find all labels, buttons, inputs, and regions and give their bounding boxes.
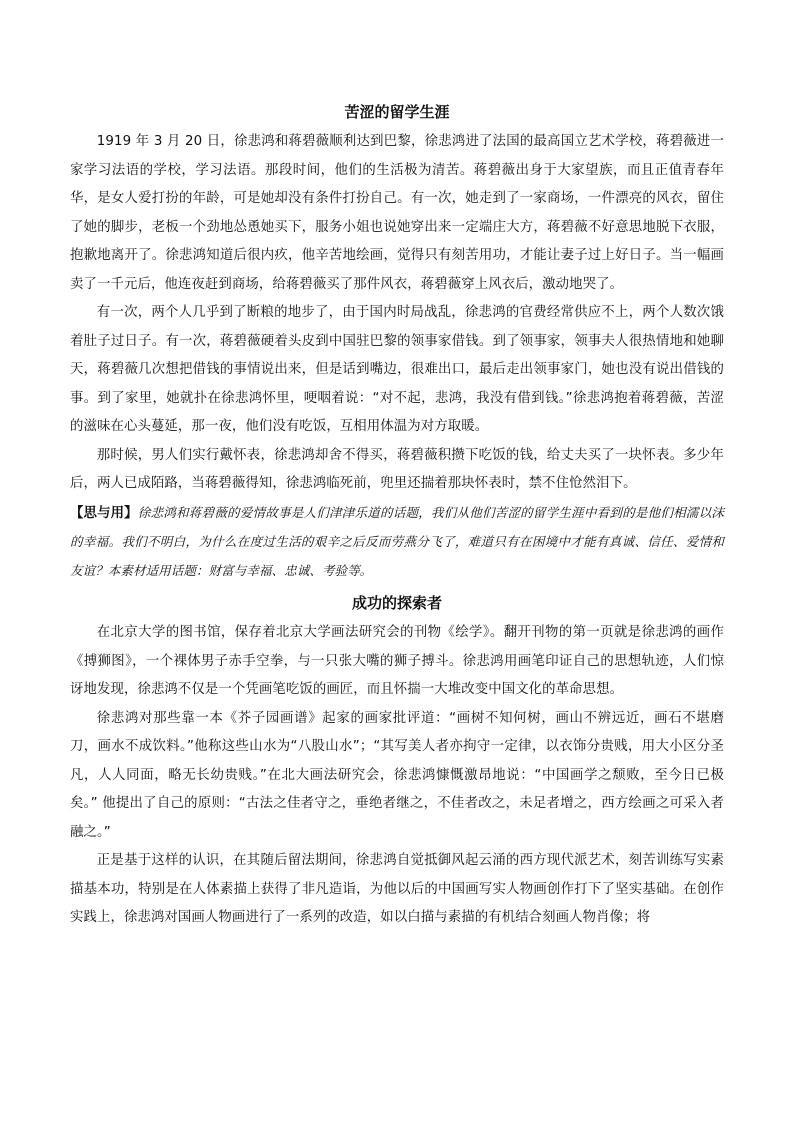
think-and-use-note: [70, 499, 724, 586]
section2-paragraph-2: 徐悲鸿对那些靠一本《芥子园画谱》起家的画家批评道：“画树不知何树，画山不辨远近，画石不堪磨刀，画水不成饮料。”他称这些山水为“八股山水”；“其写美人者亦拘守一定律，以衣饰分贵贱，用大小区分圣凡，人人同面，略无长幼贵贱。”在北大画法研究会，徐悲鸿慷慨激昂地说：“中国画学之颓败，至今日已极矣。” 他提出了自己的原则：“古法之佳者守之，垂绝者继之，不佳者改之，未足者增之，西方绘画之可采入者融之。”: [70, 710, 724, 840]
section2-paragraph-1: 在北京大学的图书馆，保存着北京大学画法研究会的刊物《绘学》。翻开刊物的第一页就是徐悲鸿的画作《搏狮图》，一个裸体男子赤手空拳，与一只张大嘴的狮子搏斗。徐悲鸿用画笔印证自己的思想轨迹，人们惊讶地发现，徐悲鸿不仅是一个凭画笔吃饭的画匠，而且怀揣一大堆改变中国文化的革命思想。: [70, 625, 724, 697]
section1-paragraph-3: 那时候，男人们实行戴怀表，徐悲鸿却舍不得买，蒋碧薇积攒下吃饭的钱，给丈夫买了一块怀表。多少年后，两人已成陌路，当蒋碧薇得知，徐悲鸿临死前，兜里还揣着那块怀表时，禁不住怆然泪下。: [70, 447, 724, 491]
think-and-use-text: 徐悲鸿和蒋碧薇的爱情故事是人们津津乐道的话题，我们从他们苦涩的留学生涯中看到的是他们相濡以沫的幸福。我们不明白，为什么在度过生活的艰辛之后反而劳燕分飞了，难道只有在困境中才能有真诚、信任、爱情和友谊？本素材适用话题：财富与幸福、忠诚、考验等。: [70, 504, 725, 578]
section2-paragraph-3: 正是基于这样的认识，在其随后留法期间，徐悲鸿自觉抵御风起云涌的西方现代派艺术，刻苦训练写实素描基本功，特别是在人体素描上获得了非凡造诣，为他以后的中国画写实人物画创作打下了坚实基础。在创作实践上，徐悲鸿对国画人物画进行了一系列的改造，如以白描与素描的有机结合刻画人物肖像；将: [70, 853, 724, 925]
section1-paragraph-1: 1919 年 3 月 20 日，徐悲鸿和蒋碧薇顺利达到巴黎，徐悲鸿进了法国的最高国立艺术学校，蒋碧薇进一家学习法语的学校，学习法语。那段时间，他们的生活极为清苦。蒋碧薇出身于大家望族，而且正值青春年华，是女人爱打扮的年龄，可是她却没有条件打扮自己。有一次，她走到了一家商场，一件漂亮的风衣，留住了她的脚步，老板一个劲地怂恿她买下，服务小姐也说她穿出来一定端庄大方，蒋碧薇不好意思地脱下衣服，抱歉地离开了。徐悲鸿知道后很内疚，他辛苦地绘画，觉得只有刻苦用功，才能让妻子过上好日子。当一幅画卖了一千元后，他连夜赶到商场，给蒋碧薇买了那件风衣，蒋碧薇穿上风衣后，激动地哭了。: [70, 134, 724, 292]
document-body: [70, 98, 724, 933]
section-title-1: 苦涩的留学生涯: [344, 103, 450, 121]
think-and-use-label: 【思与用】: [70, 505, 138, 521]
section1-paragraph-2: 有一次，两个人几乎到了断粮的地步了，由于国内时局战乱，徐悲鸿的官费经常供应不上，两个人数次饿着肚子过日子。有一次，蒋碧薇硬着头皮到中国驻巴黎的领事家借钱。到了领事家，领事夫人很热情地和她聊天，蒋碧薇几次想把借钱的事情说出来，但是话到嘴边，很难出口，最后走出领事家门，她也没有说出借钱的事。到了家里，她就扑在徐悲鸿怀里，哽咽着说：“对不起，悲鸿，我没有借到钱。”徐悲鸿抱着蒋碧薇，苦涩的滋味在心头蔓延，那一夜，他们没有吃饭，互相用体温为对方取暖。: [70, 305, 724, 434]
section-title-2: 成功的探索者: [351, 594, 442, 612]
